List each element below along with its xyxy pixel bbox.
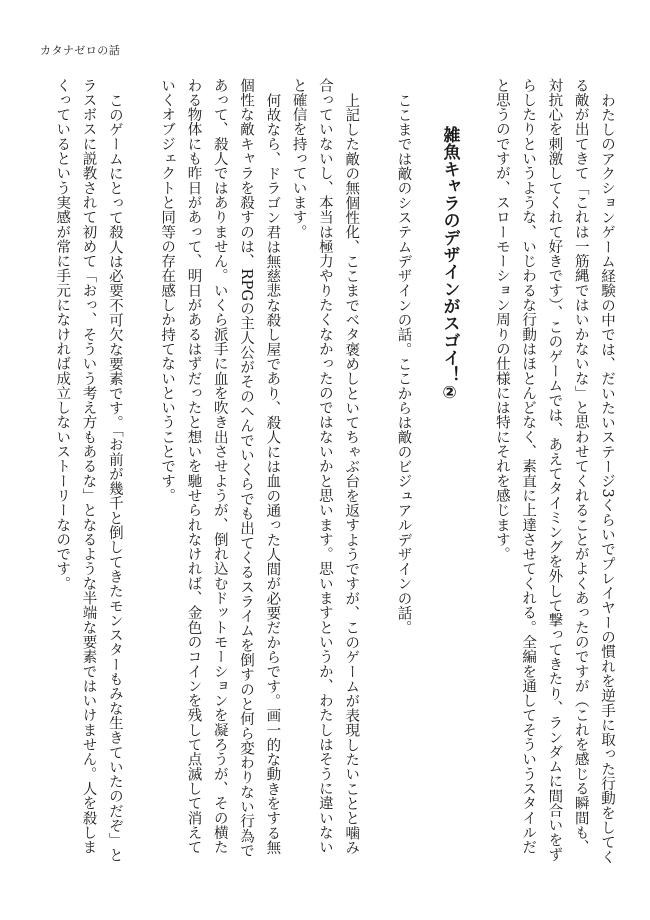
paragraph-3: 何故なら、ドラゴン君は無慈悲な殺し屋であり、殺人には血の通った人間が必要だからです。画一的な動きをする無個性な敵キャラを殺すのは、RPGの主人公がそのへんでいくらでも出てくるスライムを倒すのと何ら変わりない行為であって、殺人ではありません。いくら派手に血を吹き出させようが、倒れ込むドットモーションを凝ろうが、その横たわる物体にも昨日があって、明日があるはずだったと想いを馳せられなければ、金色のコインを残して点滅して消えていくオブジェクトと同等の存在感しか持てないということです。 (159, 78, 281, 858)
running-head: カタナゼロの話 (40, 44, 121, 57)
section-heading: 雑魚キャラのデザインがスゴイ！② (439, 126, 460, 404)
paragraph-2: 上記した敵の無個性化、ここまでベタ褒めしといてちゃぶ台を返すようですが、このゲームが表現したいことと噛み合っていないし、本当は極力やりたくなかったのではないかと思います。思いますというか、わたしはそうに違いないと確信を持っています。 (290, 78, 360, 855)
paragraph-4: このゲームにとって殺人は必要不可欠な要素です。「お前が幾千と倒してきたモンスターもみな生きていたのだぞ」とラスボスに説教されて初めて「おっ、そういう考え方もあるな」となるような半端な要素ではいけません。人を殺しまくっているという実感が常に手元になければ成立しないストーリーなのです。 (54, 78, 123, 862)
paragraph-intro: わたしのアクションゲーム経験の中では、だいたいステージ3くらいでプレイヤーの慣れを逆手に取った行動をしてくる敵が出てきて「これは一筋縄ではいかないな」と思わせてくれることがよくあったのですが（これを感じる瞬間も、対抗心を刺激してくれて好きです）、このゲームでは、あえてタイミングを外して撃ってきたり、ランダムに間合いをずらしたりというような、いじわるな行動はほとんどなく、素直に上達させてくれる。全編を通してそういうスタイルだと思うのですが、スローモーション周りの仕様には特にそれを感じます。 (493, 78, 615, 864)
body-text (40, 78, 620, 868)
paragraph-1: ここまでは敵のシステムデザインの話。ここからは敵のビジュアルデザインの話。 (395, 92, 412, 635)
